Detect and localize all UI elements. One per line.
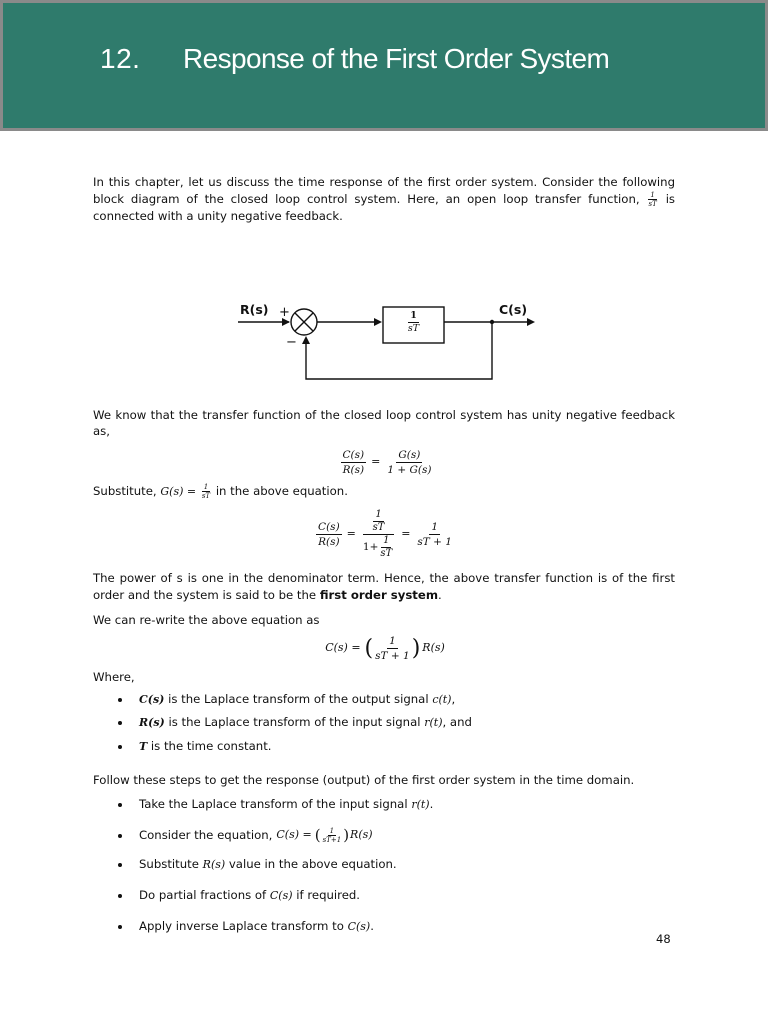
plus-sign: +	[279, 304, 290, 320]
def-symbol: R(s)	[139, 716, 165, 730]
intro-text-a: In this chapter, let us discuss the time response of the first order system. Consider the following block diagram of the closed loop control system. Here, an open loop transfer function,	[93, 175, 675, 206]
eq1-rhs-den: 1 + G(s)	[387, 464, 432, 477]
output-arrowhead	[527, 318, 535, 326]
def-symbol: T	[139, 739, 148, 753]
def-tail: , and	[442, 715, 472, 730]
power-paragraph	[93, 570, 675, 604]
eq1-lhs-den: R(s)	[342, 464, 365, 477]
eq1-rhs	[385, 448, 433, 477]
eq3-fraction	[373, 634, 412, 663]
step-item: Consider the equation, C(s) = ( $\frac{1}{sT+1}$ ) R(s)	[93, 827, 675, 844]
eq2-lhs	[316, 520, 342, 549]
step4-signal: C(s)	[269, 888, 293, 902]
input-label: R(s)	[240, 301, 269, 317]
step2-fraction	[321, 827, 344, 844]
step1-signal: r(t)	[411, 798, 430, 812]
block-diagram	[93, 225, 675, 385]
frac-den: sT	[648, 199, 657, 208]
step5-signal: C(s)	[347, 919, 371, 933]
chapter-banner	[0, 0, 768, 131]
def-tail: ,	[451, 692, 456, 707]
eq2-rhs	[415, 520, 454, 549]
eq2-rhs-num: 1	[431, 520, 439, 533]
step4-text-a: Do partial fractions of	[139, 887, 267, 902]
step2-den: sT+1	[322, 836, 342, 845]
equation-3: C(s) = ( $\frac{1}{sT + 1}$ ) R(s)	[325, 635, 445, 663]
eq3-lhs: C(s) =	[325, 641, 361, 655]
substitute-text-a: Substitute,	[93, 484, 157, 499]
step5-tail: .	[370, 918, 374, 933]
eq1-rhs-num: G(s)	[398, 449, 421, 462]
step-item	[93, 887, 675, 905]
definition-item	[93, 714, 675, 732]
step2-rhs: R(s)	[350, 828, 373, 842]
step1-tail: .	[429, 797, 434, 812]
step3-signal: R(s)	[202, 858, 226, 872]
intro-paragraph	[93, 174, 675, 225]
eq2-bot-st: sT	[380, 547, 393, 559]
follow-paragraph: Follow these steps to get the response (output) of the first order system in the time domain.	[93, 772, 635, 787]
power-text-a: The power of s is one in the denominator term. Hence, the above transfer function is of the first order and the system is said to be the	[93, 570, 675, 602]
block-num: 1	[410, 309, 417, 321]
page-number: 48	[656, 932, 671, 946]
substitute-g: G(s) =	[160, 485, 197, 499]
definition-item	[93, 738, 675, 756]
minus-sign: −	[286, 334, 297, 350]
eq1-lhs-num: C(s)	[342, 449, 365, 462]
rewrite-paragraph: We can re-write the above equation as	[93, 612, 320, 627]
power-text-b: .	[438, 587, 442, 602]
eq2-top-st: sT	[372, 521, 385, 533]
eq1-lhs	[341, 448, 367, 477]
definition-item	[93, 691, 675, 709]
output-label: C(s)	[499, 301, 528, 317]
substitute-fraction	[200, 483, 212, 500]
feedback-arrowhead	[302, 336, 310, 344]
step2-num: 1	[329, 827, 335, 836]
step3-text-b: value in the above equation.	[228, 857, 397, 872]
eq2-complex-fraction	[361, 509, 396, 560]
where-label: Where,	[93, 670, 135, 685]
block-gain	[383, 310, 444, 335]
chapter-number: 12.	[100, 43, 141, 74]
eq2-one-plus: 1+	[362, 541, 379, 554]
sub-frac-den: sT	[201, 492, 211, 501]
closed-loop-paragraph: We know that the transfer function of the closed loop control system has unity negative feedback as,	[93, 407, 675, 439]
step-item	[93, 796, 675, 814]
chapter-title: Response of the First Order System	[183, 43, 610, 74]
substitute-paragraph	[93, 483, 675, 501]
step2-lhs: C(s) =	[276, 828, 312, 842]
intro-fraction	[647, 191, 659, 208]
step-item	[93, 856, 675, 874]
def-text: is the Laplace transform of the input signal	[168, 715, 421, 730]
step4-text-b: if required.	[296, 887, 361, 902]
definition-list	[93, 691, 675, 755]
eq3-num: 1	[389, 635, 396, 648]
frac-num: 1	[650, 190, 655, 199]
eq3-den: sT + 1	[375, 650, 410, 663]
intro-text-b: is connected with a unity negative feedback.	[93, 191, 676, 223]
def-signal: r(t)	[424, 716, 443, 730]
block-den: sT	[407, 322, 420, 334]
equation-2: $\frac{C(s)}{R(s)}$ = $\frac{1}{sT}$ 1+ $\frac{1}{sT}$ = $\frac{1}{sT + 1}$	[318, 508, 452, 559]
def-text: is the Laplace transform of the output signal	[168, 692, 429, 707]
def-signal: c(t)	[432, 693, 452, 707]
step-item	[93, 918, 675, 936]
eq3-rhs: R(s)	[422, 641, 445, 655]
power-bold: first order system	[319, 587, 438, 602]
forward-arrowhead	[374, 318, 382, 326]
step1-text: Take the Laplace transform of the input signal	[139, 797, 408, 812]
def-text: is the time constant.	[150, 738, 272, 753]
step3-text-a: Substitute	[139, 857, 199, 872]
eq2-rhs-den: sT + 1	[417, 535, 452, 548]
step2-text: Consider the equation,	[139, 828, 273, 843]
step5-text: Apply inverse Laplace transform to	[139, 918, 344, 933]
sub-frac-num: 1	[203, 483, 209, 492]
page-content	[93, 174, 675, 936]
eq2-lhs-num: C(s)	[318, 520, 340, 533]
steps-list	[93, 796, 675, 935]
eq2-lhs-den: R(s)	[318, 535, 340, 548]
def-symbol: C(s)	[139, 693, 165, 707]
eq2-bot-one: 1	[383, 534, 390, 546]
equation-1: $\frac{C(s)}{R(s)}$ = $\frac{G(s)}{1 + G(s)}$	[342, 449, 432, 477]
eq2-top-one: 1	[375, 508, 382, 520]
substitute-text-b: in the above equation.	[215, 484, 348, 499]
block-diagram-svg	[93, 225, 675, 385]
